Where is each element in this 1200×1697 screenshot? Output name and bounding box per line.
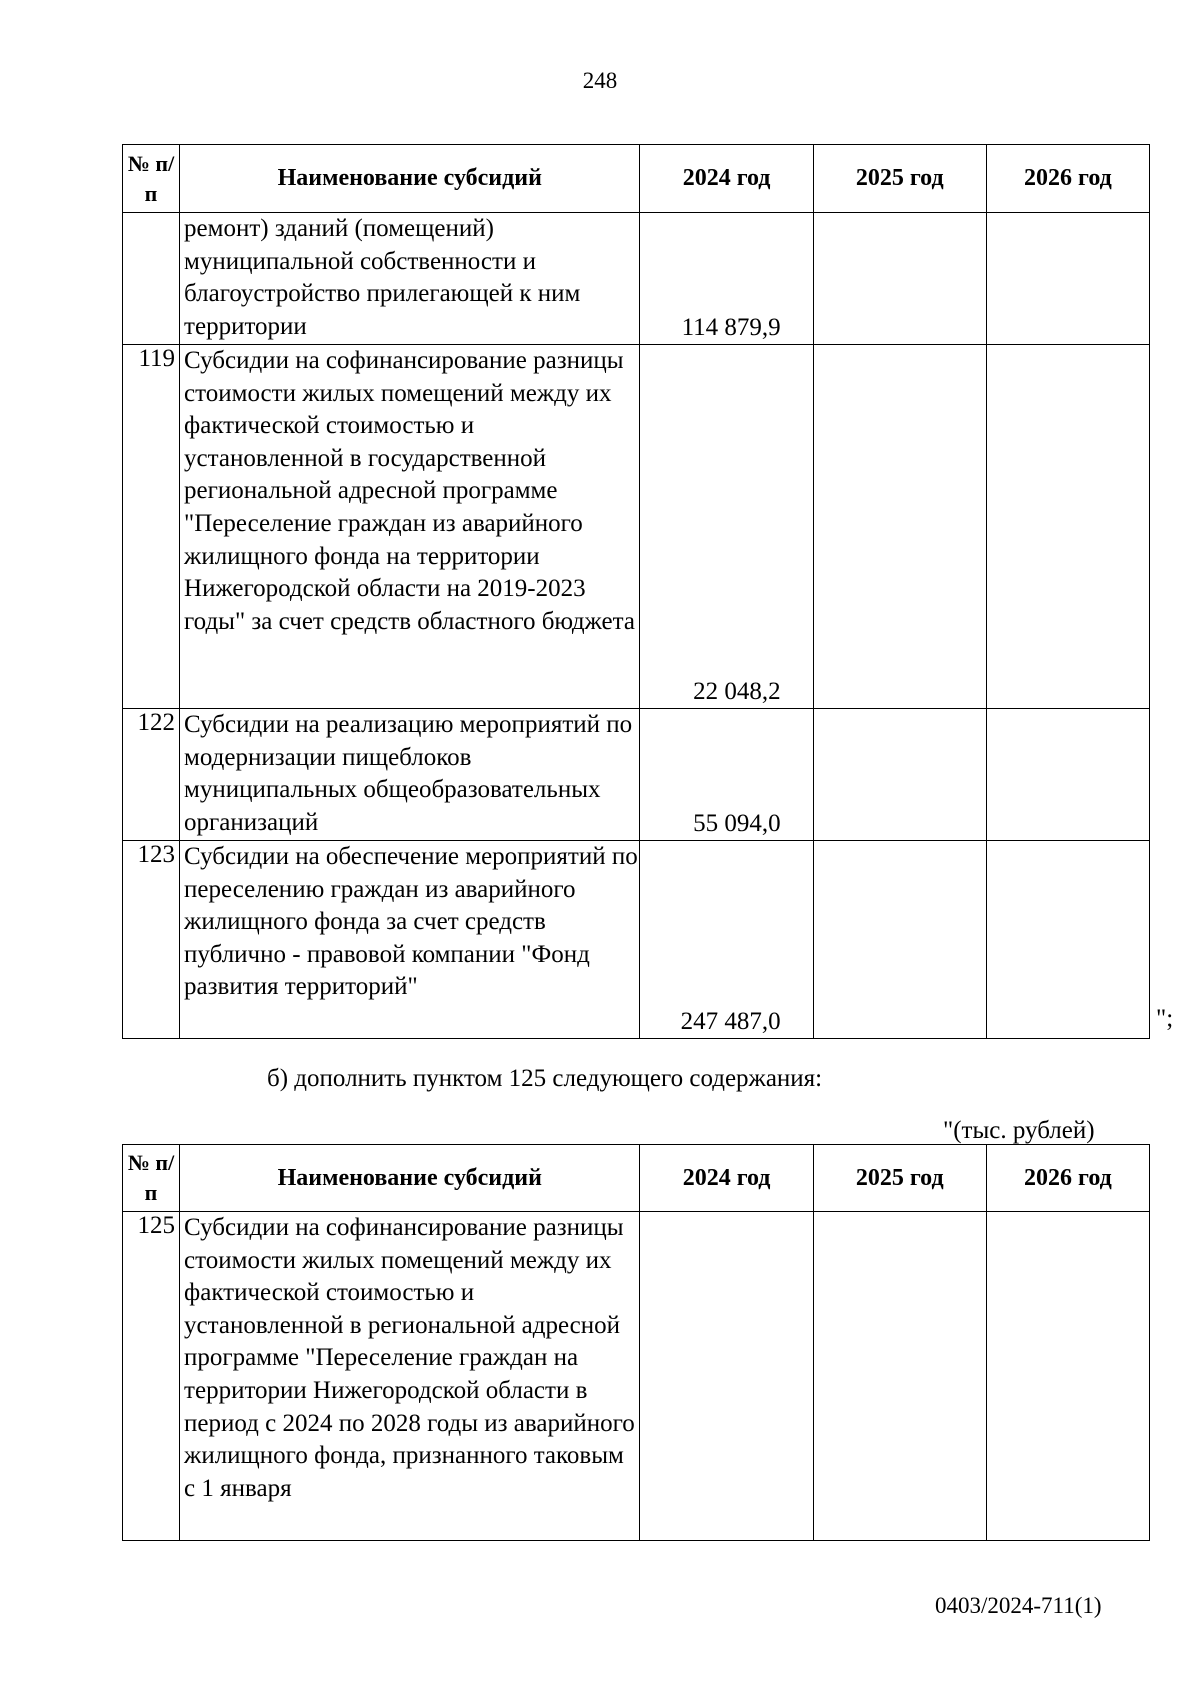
row-2024: 55 094,0 xyxy=(640,709,813,841)
header-num: № п/п xyxy=(123,145,180,213)
row-2024 xyxy=(640,1212,813,1541)
row-num: 125 xyxy=(123,1212,180,1541)
header-2026: 2026 год xyxy=(986,145,1149,213)
table-row xyxy=(123,709,1150,841)
row-num: 119 xyxy=(123,345,180,709)
row-2026 xyxy=(986,1212,1149,1541)
table-row xyxy=(123,1212,1150,1541)
row-2025 xyxy=(813,1212,986,1541)
subsidies-table xyxy=(122,144,1150,1039)
row-2025 xyxy=(813,213,986,345)
row-2024: 22 048,2 xyxy=(640,345,813,709)
header-name: Наименование субсидий xyxy=(180,145,640,213)
table-row xyxy=(123,345,1150,709)
table-row xyxy=(123,841,1150,1039)
row-num: 123 xyxy=(123,841,180,1039)
header-2025: 2025 год xyxy=(813,1145,986,1212)
addition-table xyxy=(122,1144,1150,1541)
row-name: Субсидии на обеспечение мероприятий по переселению граждан из аварийного жилищного фонда за счет средств публично - правовой компании "Фонд развития территорий" xyxy=(180,841,640,1039)
page-number: 248 xyxy=(582,68,618,93)
document-code: 0403/2024-711(1) xyxy=(935,1593,1102,1618)
table-row xyxy=(123,213,1150,345)
paragraph-text: б) дополнить пунктом 125 следующего содержания: xyxy=(267,1065,823,1092)
row-num xyxy=(123,213,180,345)
table-header-row xyxy=(123,1145,1150,1212)
row-2024: 114 879,9 xyxy=(640,213,813,345)
row-2026 xyxy=(986,213,1149,345)
header-2025: 2025 год xyxy=(813,145,986,213)
header-name: Наименование субсидий xyxy=(180,1145,640,1212)
units-label: "(тыс. рублей) xyxy=(943,1117,1095,1144)
table-header-row xyxy=(123,145,1150,213)
row-2025 xyxy=(813,709,986,841)
row-2024: 247 487,0 xyxy=(640,841,813,1039)
row-name: Субсидии на софинансирование разницы стоимости жилых помещений между их фактической стоимостью и установленной в государственной региональной адресной программе "Переселение граждан из аварийного жилищного фонда на территории Нижегородской области на 2019-2023 годы" за счет средств областного бюджета xyxy=(180,345,640,709)
row-num: 122 xyxy=(123,709,180,841)
header-2026: 2026 год xyxy=(986,1145,1149,1212)
row-name: ремонт) зданий (помещений) муниципальной собственности и благоустройство прилегающей к ним территории xyxy=(180,213,640,345)
row-name: Субсидии на реализацию мероприятий по модернизации пищеблоков муниципальных общеобразовательных организаций xyxy=(180,709,640,841)
row-name: Субсидии на софинансирование разницы стоимости жилых помещений между их фактической стоимостью и установленной в региональной адресной программе "Переселение граждан на территории Нижегородской области в период с 2024 по 2028 годы из аварийного жилищного фонда, признанного таковым с 1 января xyxy=(180,1212,640,1541)
header-2024: 2024 год xyxy=(640,1145,813,1212)
header-2024: 2024 год xyxy=(640,145,813,213)
row-2026 xyxy=(986,345,1149,709)
closing-quote: "; xyxy=(1156,1005,1174,1032)
row-2025 xyxy=(813,841,986,1039)
row-2026 xyxy=(986,709,1149,841)
header-num: № п/п xyxy=(123,1145,180,1212)
row-2026 xyxy=(986,841,1149,1039)
row-2025 xyxy=(813,345,986,709)
